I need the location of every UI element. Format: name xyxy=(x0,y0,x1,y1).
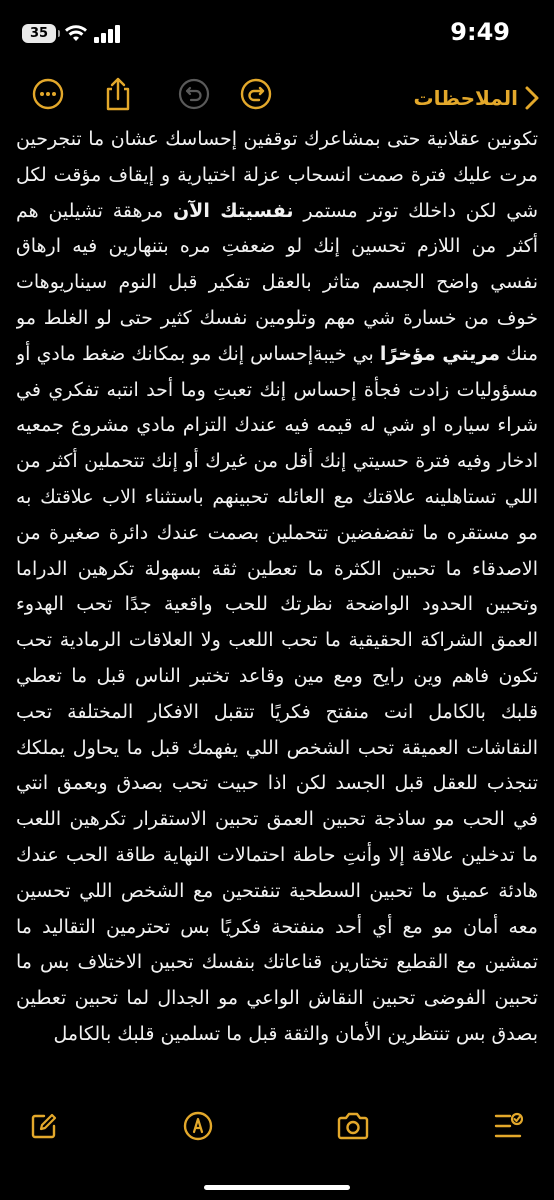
note-text: مرهقة تشيلين هم أكثر من اللازم تحسين إنك لو ضعفتِ مره بتنهارين فيه ارهاق نفسي واضح الجسم متاثر بالعقل تفكير قبل النوم سيناريوهات خوف من خسارة شي مهم وتلومين نفسك كثير حتى لو الغلط مو منك xyxy=(16,199,538,365)
more-button[interactable] xyxy=(26,72,70,116)
battery-icon xyxy=(22,24,56,43)
note-bold-text: نفسيتك الآن xyxy=(172,199,294,222)
camera-icon xyxy=(336,1112,370,1140)
more-icon xyxy=(32,78,64,110)
redo-button[interactable] xyxy=(234,72,278,116)
note-paragraph xyxy=(16,122,538,1053)
top-toolbar xyxy=(0,72,554,120)
compose-icon xyxy=(30,1112,58,1140)
note-bold-text: مريتي مؤخرًا xyxy=(379,342,500,365)
redo-icon xyxy=(240,78,272,110)
compose-button[interactable] xyxy=(24,1106,64,1146)
markup-button[interactable] xyxy=(178,1106,218,1146)
note-text: بي خيبةإحساس إنك مو بمكانك ضغط مادي أو مسؤوليات زادت فجأة إحساس إنك تعبتِ وما أحد انتبه تفكري في شراء سياره او شي له قيمه فيه عندك التزام مادي مشروع جمعيه ادخار وفيه فترة حسيتي إنك أقل من غيرك أو إنك تتحملين أكثر من اللي تستاهلينه علاقتك مع العائله تحبينهم باستثناء الاب علاقتك به مو مستقره ما تفضفضين تتحملين بصمت عندك دائرة صغيرة من الاصدقاء ما تحبين الكثرة ما تعطين ثقة بسهولة تكرهين الدراما وتحبين الحدود الواضحة نظرتك للحب واقعية جدًا تحب الهدوء العمق الشراكة الحقيقية ما تحب اللعب ولا العلاقات الرمادية تحب تكون فاهم وين رايح ومع مين وقاعد تختبر الناس قبل ما تعطي قلبك بالكامل انت منفتح فكريًا تتقبل الافكار المختلفة تحب النقاشات العميقة تحب الشخص اللي يفهمك قبل ما يحاول يملكك تنجذب للعقل قبل الجسد لكن اذا حبيت تحب بصدق وبعمق انتي في الحب مو ساذجة تحبين العمق تحبين الاستقرار تكرهين اللعب ما تدخلين علاقة إلا وأنتِ حاطة احتمالات النهاية طاقة الحب عندك هادئة عميق ما تحبين السطحية تنفتحين مع الشخص اللي تحسين معه أمان مو مع أي أحد منفتحة فكريًا بس تحترمين التقاليد ما تمشين مع القطيع تختارين قناعاتك بنفسك تحبين الاختلاف بس ما تحبين الفوضى تحبين النقاش الواعي مو الجدال لما تحبين تعطين بصدق بس تنتظرين الأمان والثقة قبل ما تسلمين قلبك بالكامل xyxy=(16,342,538,1045)
undo-button[interactable] xyxy=(172,72,216,116)
undo-icon xyxy=(178,78,210,110)
cellular-signal-icon xyxy=(94,25,122,43)
camera-button[interactable] xyxy=(330,1106,376,1146)
share-button[interactable] xyxy=(96,72,140,116)
status-bar xyxy=(0,0,554,66)
chevron-right-icon xyxy=(524,85,540,111)
checklist-button[interactable] xyxy=(488,1106,528,1146)
home-indicator[interactable] xyxy=(204,1185,350,1190)
note-text: تكونين عقلانية حتى بمشاعرك توقفين إحساسك عشان ما تنجرحين مرت عليك فترة صمت انسحاب عزلة اختيارية و إيقاف مؤقت لكل شي لكن داخلك توتر مستمر xyxy=(16,128,538,222)
markup-pen-icon xyxy=(183,1111,213,1141)
status-time: 9:49 xyxy=(450,18,510,46)
note-body[interactable] xyxy=(16,122,538,1092)
checklist-icon xyxy=(493,1111,523,1141)
share-icon xyxy=(103,77,133,111)
battery-level: 35 xyxy=(29,26,49,41)
bottom-toolbar xyxy=(0,1102,554,1152)
wifi-icon xyxy=(64,22,88,44)
back-button[interactable] xyxy=(414,76,540,120)
back-label: الملاحظات xyxy=(413,86,518,110)
